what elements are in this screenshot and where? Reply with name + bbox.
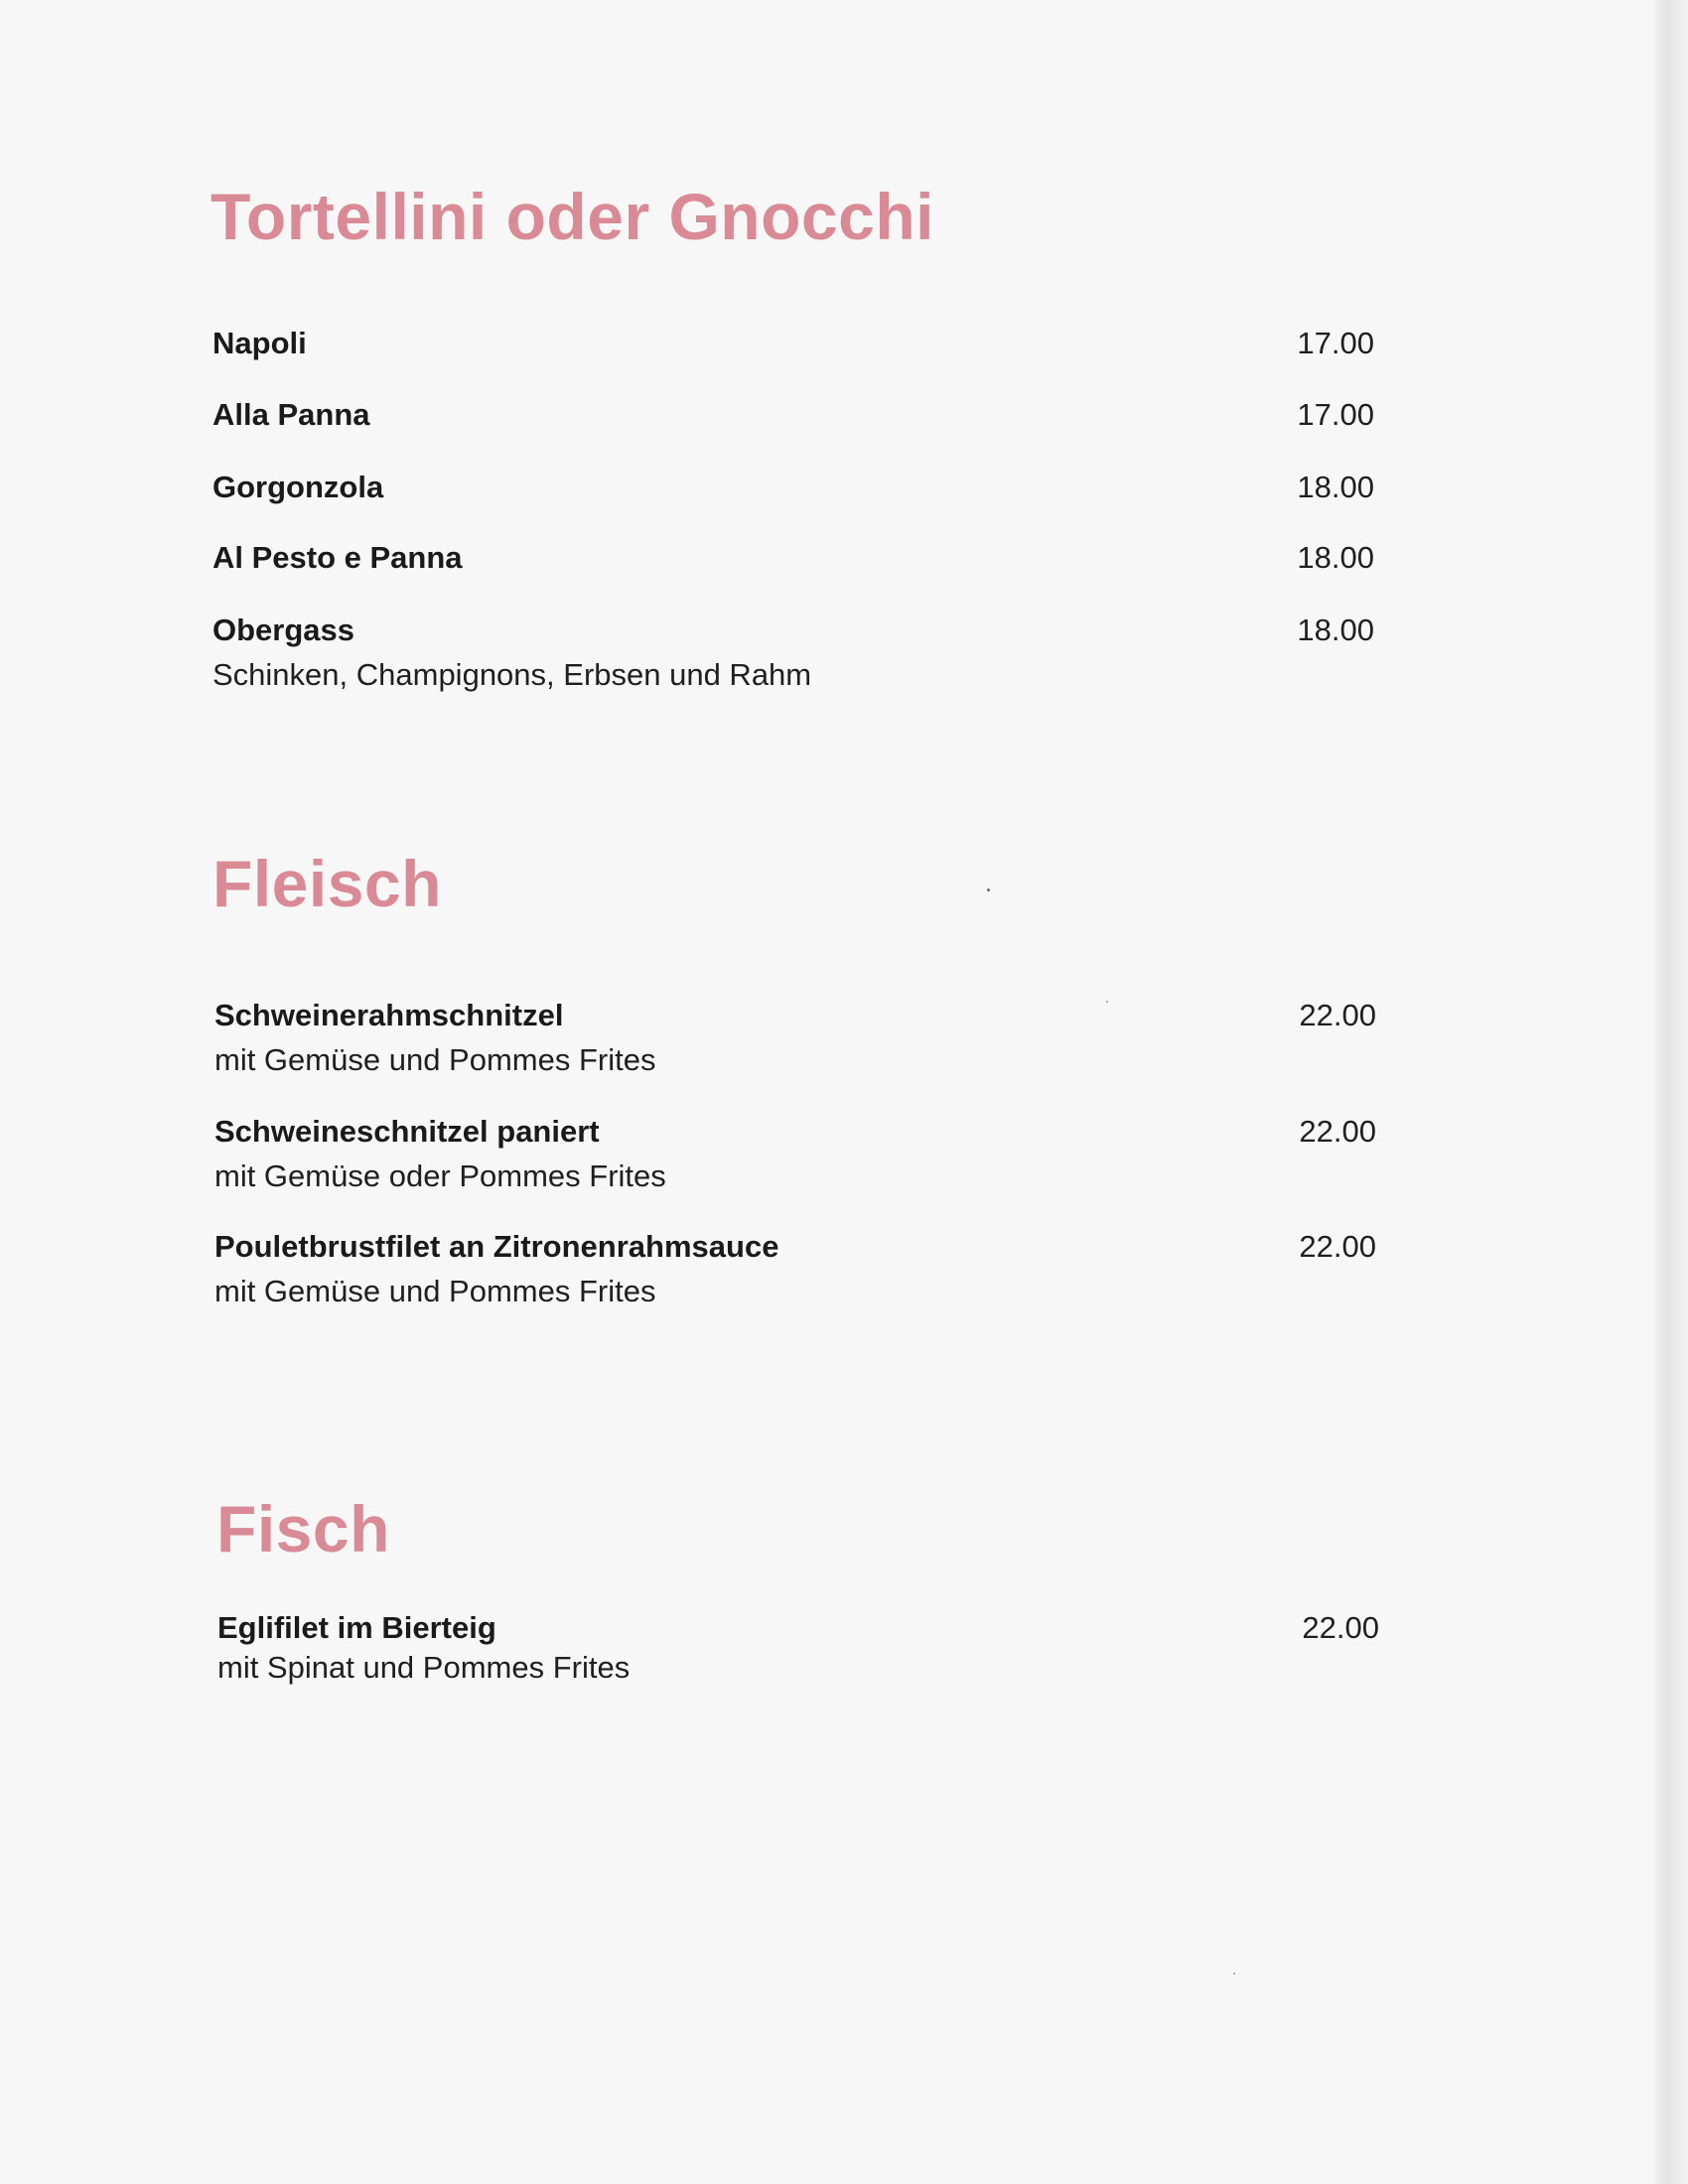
item-name: Schweineschnitzel paniert bbox=[214, 1114, 600, 1149]
menu-item-gorgonzola bbox=[212, 468, 1374, 507]
scan-speck bbox=[1106, 1001, 1108, 1003]
item-price: 17.00 bbox=[1297, 326, 1374, 360]
menu-item-napoli bbox=[212, 324, 1374, 363]
item-price: 22.00 bbox=[1299, 1229, 1376, 1264]
item-description: mit Gemüse und Pommes Frites bbox=[214, 1042, 656, 1077]
item-name: Eglifilet im Bierteig bbox=[217, 1610, 496, 1645]
item-price: 17.00 bbox=[1297, 397, 1374, 432]
menu-item-eglifilet bbox=[217, 1608, 1379, 1688]
menu-item-pouletbrustfilet bbox=[214, 1227, 1376, 1311]
section-title-fisch: Fisch bbox=[216, 1492, 390, 1566]
section-title-tortellini: Tortellini oder Gnocchi bbox=[211, 180, 934, 253]
scan-speck bbox=[987, 888, 990, 891]
menu-item-schweineschnitzel-paniert bbox=[214, 1112, 1376, 1196]
menu-item-al-pesto-e-panna bbox=[212, 538, 1374, 578]
item-price: 18.00 bbox=[1297, 470, 1374, 504]
item-description: mit Gemüse oder Pommes Frites bbox=[214, 1159, 666, 1193]
item-name: Alla Panna bbox=[212, 397, 370, 432]
section-title-fleisch: Fleisch bbox=[212, 847, 442, 920]
item-name: Obergass bbox=[212, 613, 355, 647]
item-price: 22.00 bbox=[1299, 1114, 1376, 1149]
item-name: Napoli bbox=[212, 326, 307, 360]
menu-item-schweinerahmschnitzel bbox=[214, 996, 1376, 1080]
item-name: Al Pesto e Panna bbox=[212, 540, 463, 575]
scan-speck bbox=[1233, 1973, 1235, 1975]
item-price: 22.00 bbox=[1299, 998, 1376, 1032]
page-edge-shadow bbox=[1654, 0, 1688, 2184]
item-price: 18.00 bbox=[1297, 540, 1374, 575]
item-name: Gorgonzola bbox=[212, 470, 384, 504]
item-price: 18.00 bbox=[1297, 613, 1374, 647]
item-description: Schinken, Champignons, Erbsen und Rahm bbox=[212, 657, 812, 692]
item-name: Schweinerahmschnitzel bbox=[214, 998, 564, 1032]
item-description: mit Gemüse und Pommes Frites bbox=[214, 1274, 656, 1308]
item-name: Pouletbrustfilet an Zitronenrahmsauce bbox=[214, 1229, 779, 1264]
menu-item-alla-panna bbox=[212, 395, 1374, 435]
item-description: mit Spinat und Pommes Frites bbox=[217, 1650, 631, 1685]
menu-item-obergass bbox=[212, 611, 1374, 695]
item-price: 22.00 bbox=[1302, 1610, 1379, 1645]
